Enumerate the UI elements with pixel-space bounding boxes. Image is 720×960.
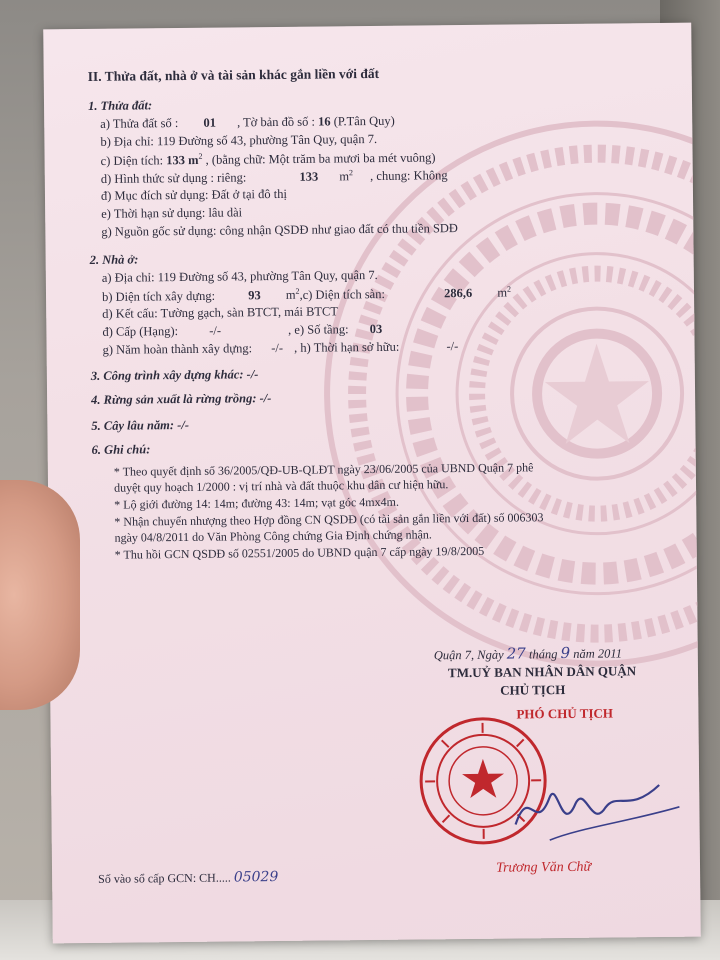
signing-date — [434, 643, 622, 663]
certificate-page — [43, 23, 701, 944]
floors-label: , e) Số tầng: — [288, 322, 349, 337]
usage-form-label: d) Hình thức sử dụng : riêng: — [100, 170, 247, 186]
construction-area-value: 93 — [248, 288, 261, 303]
holding-thumb — [0, 480, 80, 710]
date-prefix: Quận 7, Ngày — [433, 647, 504, 663]
private-area-unit: m — [339, 169, 350, 184]
private-area-sup: 2 — [348, 168, 354, 178]
parcel-label: a) Thửa đất số : — [100, 116, 179, 131]
house-grade-row — [102, 322, 382, 340]
grade-label: đ) Cấp (Hạng): — [102, 324, 179, 339]
house-structure: d) Kết cấu: Tường gạch, sàn BTCT, mái BTCT — [102, 304, 339, 321]
perennial-trees: 5. Cây lâu năm: -/- — [91, 417, 190, 433]
note-line: * Nhận chuyển nhượng theo Hợp đồng CN QSDĐ (có tài sản gắn liền với đất) số 006303 — [114, 510, 544, 529]
signer-name: Trương Văn Chữ — [495, 859, 592, 876]
year-label: năm 2011 — [573, 646, 623, 661]
area-in-words: , (bằng chữ: Một trăm ba mươi ba mét vuông) — [205, 150, 436, 167]
issuing-organization: TM.UỶ BAN NHÂN DÂN QUẬN — [447, 663, 637, 681]
register-label: Số vào sổ cấp GCN: CH..... — [98, 870, 231, 886]
house-area-row — [102, 285, 511, 305]
note-line: duyệt quy hoạch 1/2000 : vị trí nhà và đất thuộc khu dân cư hiện hữu. — [113, 477, 449, 495]
register-number: 05029 — [233, 869, 279, 886]
planted-forest: 4. Rừng sản xuất là rừng trồng: -/- — [91, 391, 272, 407]
ownership-term-label: , h) Thời hạn sở hữu: — [294, 339, 400, 355]
signing-month: 9 — [560, 643, 571, 663]
month-label: tháng — [528, 647, 558, 662]
grade-value: -/- — [209, 323, 222, 338]
land-usage-form-row — [101, 167, 448, 187]
construction-area-sup: 2 — [295, 286, 300, 296]
house-completion-row — [103, 339, 459, 358]
handwritten-signature — [509, 763, 690, 855]
note-line: * Lộ giới đường 14: 14m; đường 43: 14m; vạt góc 4mx4m. — [114, 494, 399, 512]
section-title: II. Thửa đất, nhà ở và tài sản khác gắn liền với đất — [87, 65, 380, 84]
land-heading: 1. Thửa đất: — [87, 98, 153, 113]
house-address: a) Địa chỉ: 119 Đường số 43, phường Tân Quy, quận 7. — [101, 267, 378, 285]
note-line: ngày 04/8/2011 do Văn Phòng Công chứng Gia Định chứng nhận. — [114, 527, 432, 545]
land-term: e) Thời hạn sử dụng: lâu dài — [101, 205, 243, 221]
map-sheet-number: 16 — [317, 114, 331, 129]
note-line: * Thu hồi GCN QSDĐ số 02551/2005 do UBND quận 7 cấp ngày 19/8/2005 — [114, 543, 485, 562]
signer-role: CHỦ TỊCH — [500, 681, 566, 698]
private-area-value: 133 — [299, 169, 319, 184]
completion-year-value: -/- — [271, 340, 284, 356]
land-area-row — [101, 149, 436, 169]
land-parcel-row — [100, 114, 395, 132]
common-area: , chung: Không — [370, 168, 448, 184]
ward-name: (P.Tân Quy) — [333, 113, 395, 129]
construction-area-unit: m — [285, 287, 296, 303]
floor-area-unit: m — [497, 285, 508, 300]
area-value: 133 m — [166, 152, 199, 168]
construction-area-label: b) Diện tích xây dựng: — [101, 288, 216, 304]
area-unit-sup: 2 — [198, 151, 203, 161]
parcel-number: 01 — [203, 115, 216, 130]
note-line: * Theo quyết định số 36/2005/QĐ-UB-QLĐT ngày 23/06/2005 của UBND Quận 7 phê — [113, 460, 534, 479]
map-sheet-label: , Tờ bản đồ số : — [236, 114, 316, 130]
ownership-term-value: -/- — [446, 339, 459, 354]
land-address: b) Địa chỉ: 119 Đường số 43, phường Tân Quy, quận 7. — [100, 131, 378, 149]
stamp-title: PHÓ CHỦ TỊCH — [516, 705, 614, 722]
signing-day: 27 — [506, 644, 526, 663]
completion-year-label: g) Năm hoàn thành xây dựng: — [102, 341, 253, 357]
area-label: c) Diện tích: — [100, 153, 164, 168]
floor-area-sup: 2 — [506, 284, 512, 294]
register-number-row — [98, 869, 278, 887]
floor-area-value: 286,6 — [443, 286, 473, 301]
house-heading: 2. Nhà ở: — [89, 252, 139, 267]
floors-value: 03 — [369, 321, 383, 337]
floor-area-label: ,c) Diện tích sàn: — [299, 287, 385, 302]
other-constructions: 3. Công trình xây dựng khác: -/- — [90, 367, 259, 383]
land-origin: g) Nguồn gốc sử dụng: công nhận QSDĐ như giao đất có thu tiền SDĐ — [101, 221, 458, 239]
notes-heading: 6. Ghi chú: — [91, 442, 151, 457]
land-purpose: đ) Mục đích sử dụng: Đất ở tại đô thị — [100, 186, 287, 203]
